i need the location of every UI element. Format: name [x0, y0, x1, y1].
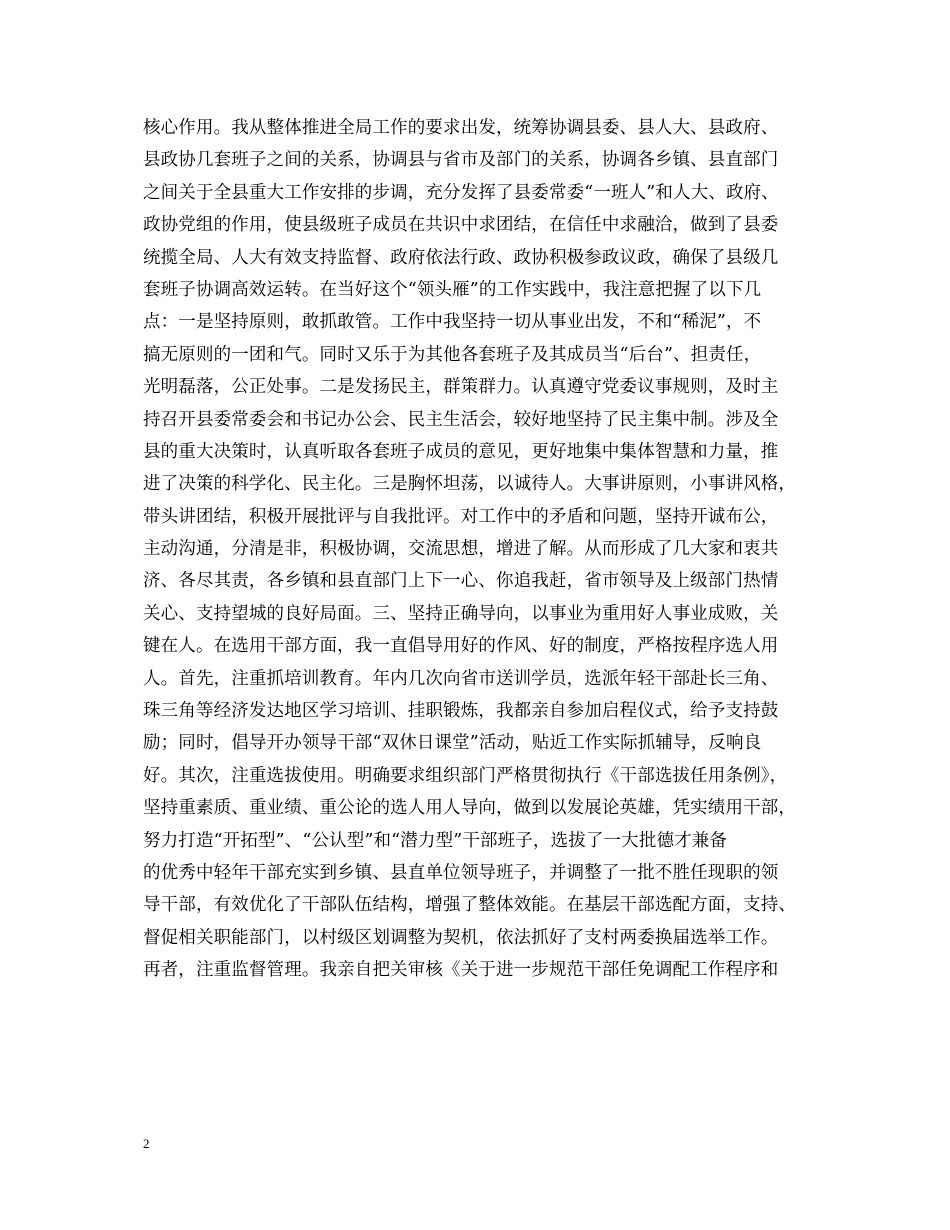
text-line: 县的重大决策时，认真听取各套班子成员的意见，更好地集中集体智慧和力量，推 — [143, 441, 779, 462]
text-line: 人。首先，注重抓培训教育。年内几次向省市送训学员，选派年轻干部赴长三角、 — [143, 668, 779, 689]
text-line: 统揽全局、人大有效支持监督、政府依法行政、政协积极参政议政，确保了县级几 — [143, 247, 779, 268]
text-line: 搞无原则的一团和气。同时又乐于为其他各套班子及其成员当“后台”、担责任， — [143, 344, 762, 365]
text-line: 键在人。在选用干部方面，我一直倡导用好的作风、好的制度，严格按程序选人用 — [143, 636, 779, 657]
text-line: 套班子协调高效运转。在当好这个“领头雁”的工作实践中，我注意把握了以下几 — [143, 279, 762, 300]
text-line: 主动沟通，分清是非，积极协调，交流思想，增进了解。从而形成了几大家和衷共 — [143, 539, 779, 560]
text-line: 进了决策的科学化、民主化。三是胸怀坦荡，以诚待人。大事讲原则，小事讲风格， — [143, 474, 797, 495]
text-line: 核心作用。我从整体推进全局工作的要求出发，统筹协调县委、县人大、县政府、 — [143, 118, 779, 138]
text-line: 持召开县委常委会和书记办公会、民主生活会，较好地坚持了民主集中制。涉及全 — [143, 409, 779, 430]
text-line: 督促相关职能部门，以村级区划调整为契机，依法抓好了支村两委换届选举工作。 — [143, 927, 779, 948]
text-line: 光明磊落，公正处事。二是发扬民主，群策群力。认真遵守党委议事规则，及时主 — [143, 377, 779, 398]
text-line: 导干部，有效优化了干部队伍结构，增强了整体效能。在基层干部选配方面，支持、 — [143, 895, 797, 916]
text-line: 励；同时，倡导开办领导干部“双休日课堂”活动，贴近工作实际抓辅导，反响良 — [143, 733, 762, 754]
page-number: 2 — [143, 1136, 150, 1151]
text-line: 努力打造“开拓型”、“公认型”和“潜力型”干部班子，选拔了一大批德才兼备 — [143, 830, 728, 851]
text-line: 点：一是坚持原则，敢抓敢管。工作中我坚持一切从事业出发，不和“稀泥”，不 — [143, 312, 762, 333]
text-line: 再者，注重监督管理。我亲自把关审核《关于进一步规范干部任免调配工作程序和 — [143, 960, 779, 981]
text-line: 好。其次，注重选拔使用。明确要求组织部门严格贯彻执行《干部选拔任用条例》， — [143, 765, 788, 786]
text-line: 之间关于全县重大工作安排的步调，充分发挥了县委常委“一班人”和人大、政府、 — [143, 182, 779, 203]
text-line: 县政协几套班子之间的关系，协调县与省市及部门的关系，协调各乡镇、县直部门 — [143, 150, 779, 171]
text-line: 济、各尽其责，各乡镇和县直部门上下一心、你追我赶，省市领导及上级部门热情 — [143, 571, 779, 592]
text-line: 关心、支持望城的良好局面。三、坚持正确导向，以事业为重用好人事业成败，关 — [143, 603, 779, 624]
text-line: 珠三角等经济发达地区学习培训、挂职锻炼，我都亲自参加启程仪式，给予支持鼓 — [143, 701, 779, 722]
text-line: 带头讲团结，积极开展批评与自我批评。对工作中的矛盾和问题，坚持开诚布公， — [143, 506, 779, 527]
text-line: 坚持重素质、重业绩、重公论的选人用人导向，做到以发展论英雄，凭实绩用干部， — [143, 798, 797, 819]
text-line: 的优秀中轻年干部充实到乡镇、县直单位领导班子，并调整了一批不胜任现职的领 — [143, 862, 779, 883]
body-paragraph — [143, 112, 823, 987]
text-line: 政协党组的作用，使县级班子成员在共识中求团结，在信任中求融洽，做到了县委 — [143, 215, 779, 236]
